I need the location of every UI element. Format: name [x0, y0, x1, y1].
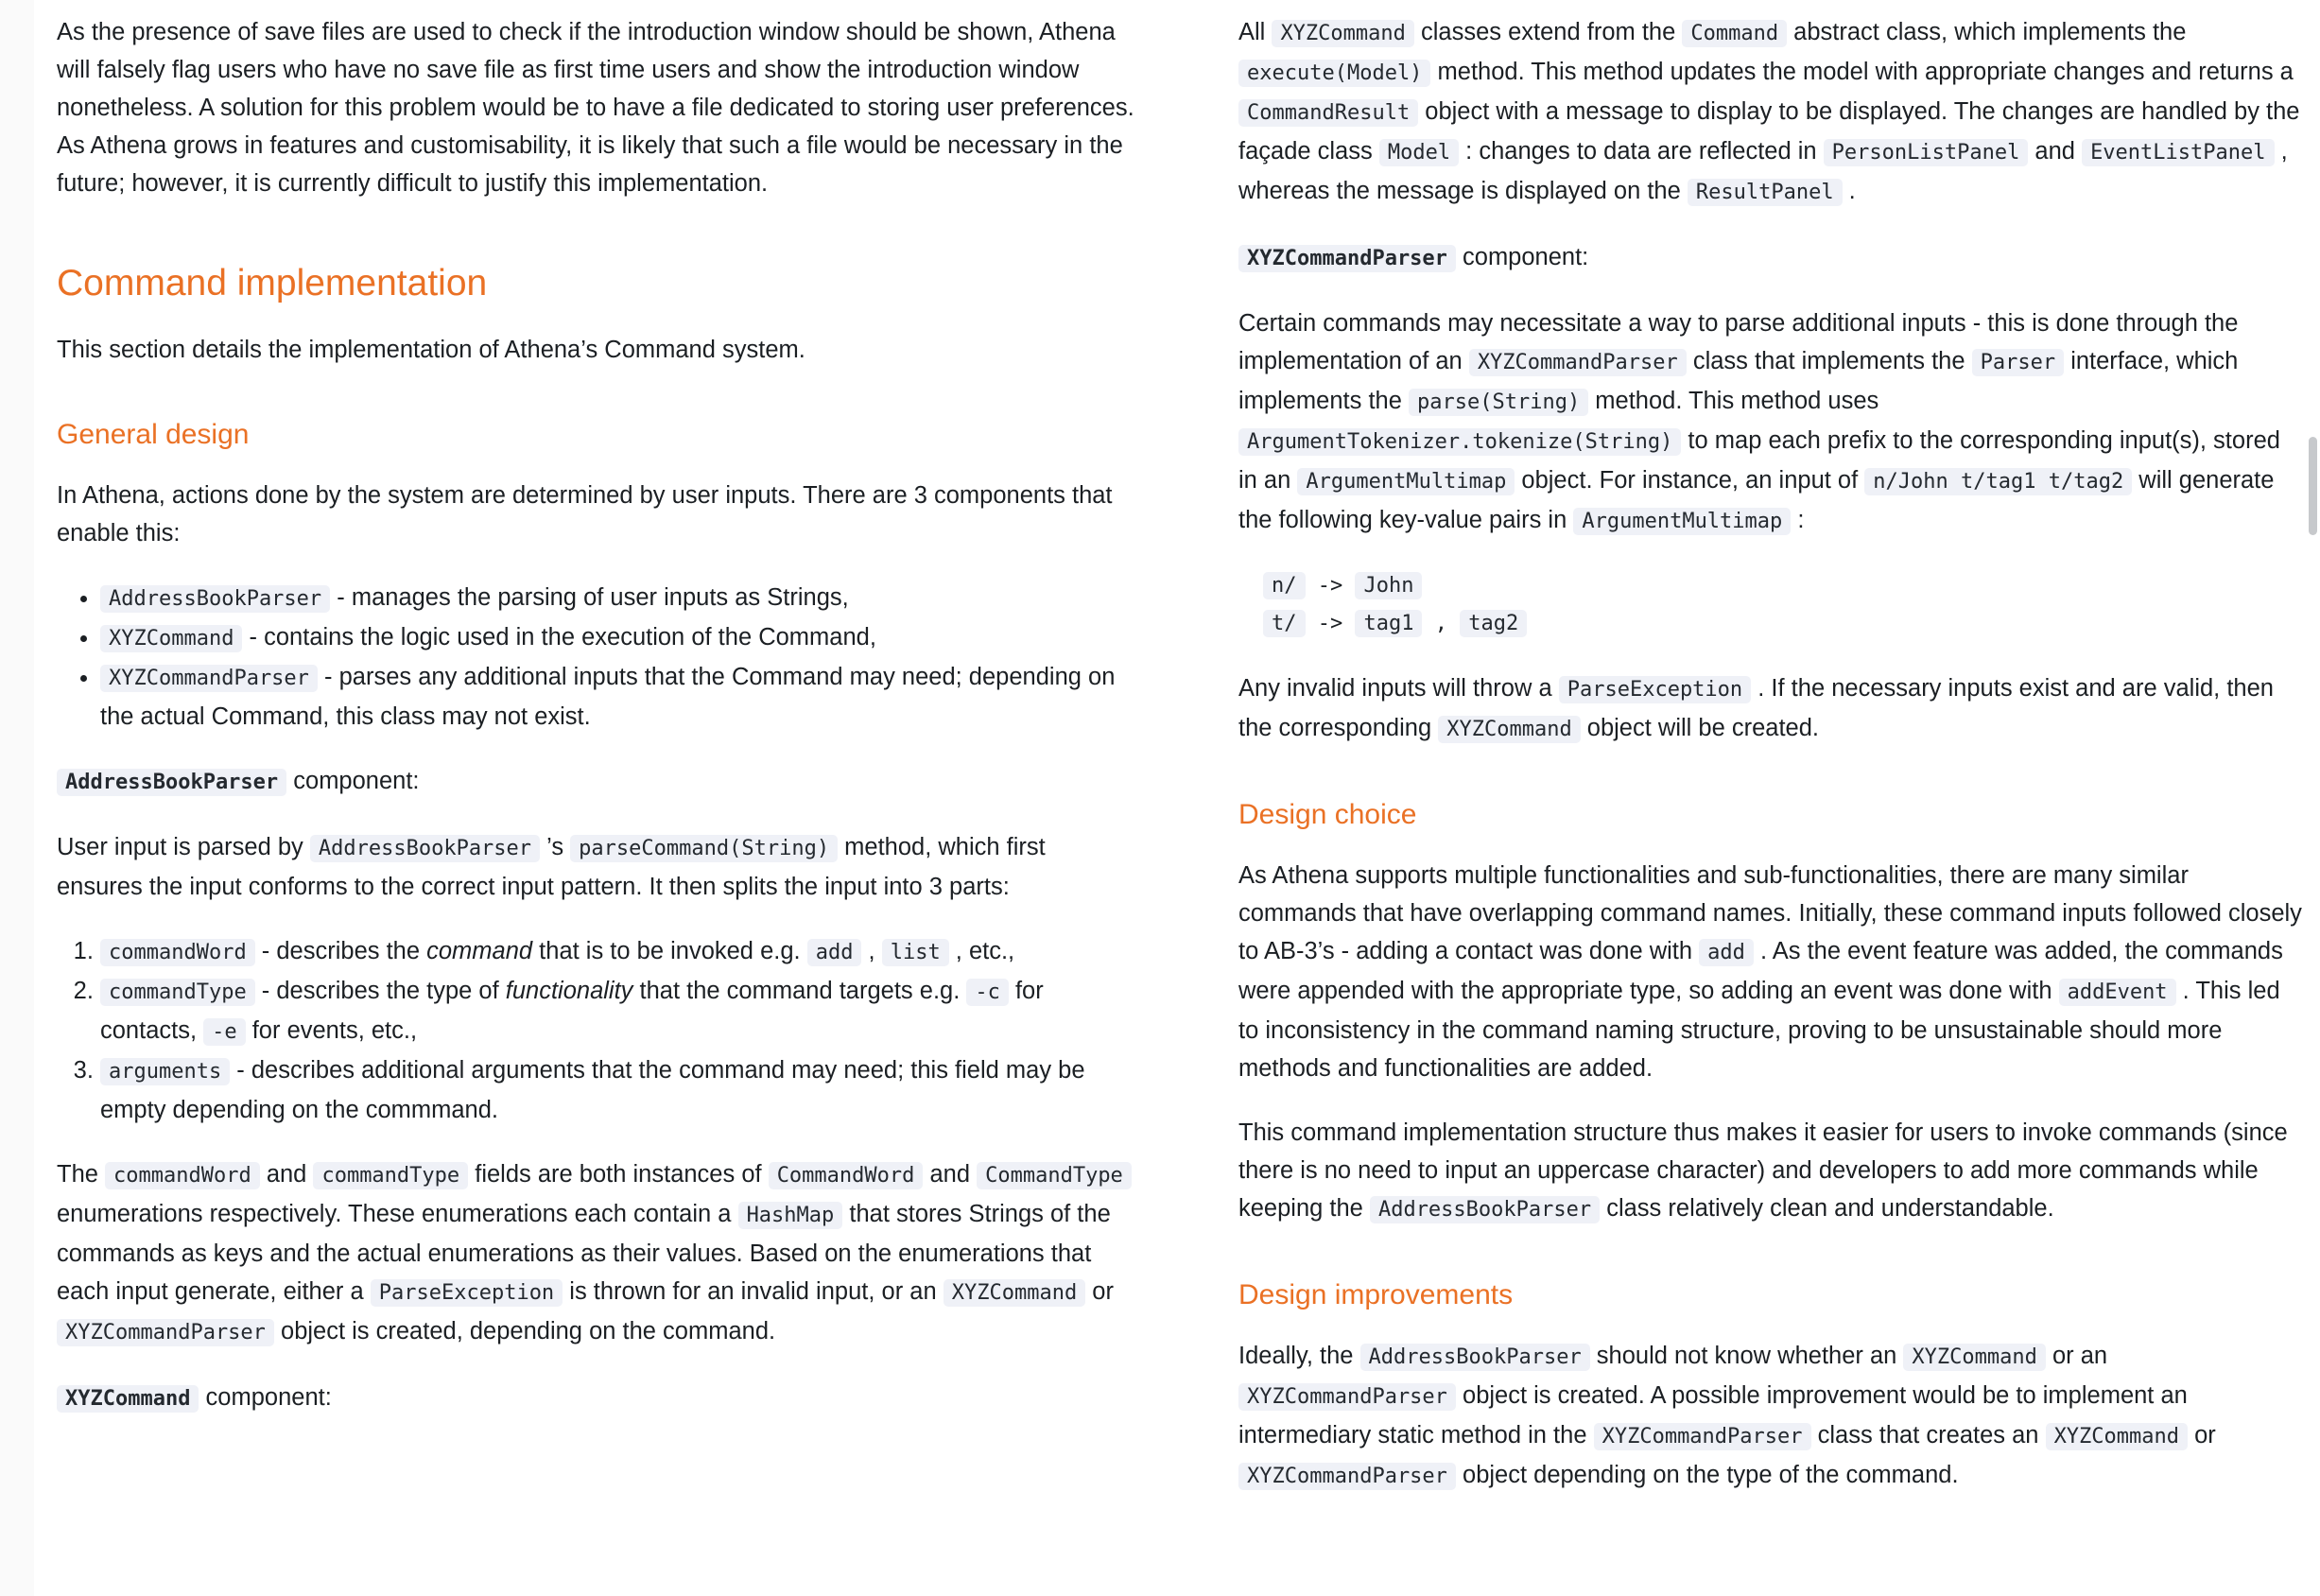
- heading-design-choice: Design choice: [1238, 799, 1417, 830]
- inline-code: t/: [1263, 610, 1306, 637]
- inline-code: CommandResult: [1238, 99, 1418, 127]
- text-run: User input is parsed by: [57, 834, 310, 860]
- scrollbar-thumb[interactable]: [2309, 437, 2317, 535]
- code-line: [1263, 567, 2302, 605]
- text-run: , etc.,: [948, 938, 1015, 964]
- text-run: method. This method updates the model with appropriate changes and returns a: [1430, 59, 2294, 85]
- text-run: All: [1238, 19, 1273, 45]
- paragraph: [1238, 857, 2302, 1087]
- text-run: . As the event feature was added, the commands were appended with the appropriate type, so adding an event was done with: [1238, 938, 2283, 1004]
- list-item: [100, 658, 1134, 736]
- inline-code: XYZCommandParser: [57, 1319, 274, 1346]
- inline-code: n/John t/tag1 t/tag2: [1864, 468, 2132, 495]
- inline-code: Model: [1379, 139, 1459, 166]
- inline-code: XYZCommandParser: [1238, 1383, 1456, 1411]
- text-run: - manages the parsing of user inputs as Strings,: [330, 584, 849, 611]
- code-line: [1263, 605, 2302, 643]
- inline-code: XYZCommandParser: [1594, 1423, 1811, 1450]
- inline-code: CommandType: [977, 1162, 1132, 1189]
- text-run: should not know whether an: [1589, 1343, 1904, 1369]
- inline-code: ArgumentTokenizer.tokenize(String): [1238, 428, 1681, 456]
- text-run: interface, which implements the: [1238, 348, 2239, 414]
- list-item: [100, 618, 1134, 658]
- text-run: method, which first ensures the input conforms to the correct input pattern. It then splits the input into 3 parts:: [57, 834, 1046, 900]
- text-run: for contacts,: [100, 978, 1044, 1044]
- text-run: Certain commands may necessitate a way to parse additional inputs - this is done through the implementation of an: [1238, 310, 2239, 374]
- text-run: and: [2028, 138, 2083, 165]
- text-run: .: [1842, 178, 1856, 204]
- text-run: As the presence of save files are used to check if the introduction window should be shown, Athena will falsely flag users who have no save file as first time users and show the introduction window nonetheless. A solution for this problem would be to have a file dedicated to storing user preferences. As Athena grows in features and customisability, it is likely that such a file would be necessary in the future; however, it is currently difficult to justify this implementation.: [57, 19, 1134, 197]
- text-run: ,: [1422, 612, 1461, 635]
- text-run: functionality: [505, 978, 633, 1004]
- inline-code: ParseException: [1559, 676, 1751, 703]
- inline-code: XYZCommandParser: [1238, 245, 1456, 272]
- inline-code: arguments: [100, 1058, 230, 1085]
- text-run: In Athena, actions done by the system are determined by user inputs. There are 3 components that enable this:: [57, 482, 1113, 546]
- text-run: component:: [199, 1384, 332, 1411]
- text-run: - describes additional arguments that the command may need; this field may be empty depending on the commmand.: [100, 1057, 1085, 1123]
- text-run: or: [2188, 1422, 2216, 1449]
- inline-code: add: [1699, 939, 1754, 966]
- text-run: classes extend from the: [1413, 19, 1683, 45]
- text-run: object. For instance, an input of: [1515, 467, 1865, 494]
- inline-code: HashMap: [738, 1202, 843, 1229]
- inline-code: XYZCommand: [1272, 20, 1413, 47]
- inline-code: XYZCommand: [944, 1279, 1085, 1307]
- paragraph: [1238, 1337, 2302, 1496]
- text-run: , whereas the message is displayed on the: [1238, 138, 2288, 204]
- text-run: ->: [1305, 574, 1356, 598]
- text-run: - describes the type of: [254, 978, 506, 1004]
- paragraph: [1238, 1114, 2302, 1229]
- numbered-list: [57, 932, 1134, 1129]
- inline-code: list: [882, 939, 949, 966]
- inline-code: AddressBookParser: [1360, 1344, 1590, 1371]
- inline-code: XYZCommand: [2046, 1423, 2188, 1450]
- bullet-list: [57, 579, 1134, 736]
- inline-code: commandType: [100, 979, 255, 1006]
- heading-design-improvements: Design improvements: [1238, 1279, 1514, 1310]
- inline-code: XYZCommand: [1903, 1344, 2045, 1371]
- text-run: component:: [1455, 244, 1589, 270]
- inline-code: add: [807, 939, 862, 966]
- text-run: command: [426, 938, 533, 964]
- text-run: fields are both instances of: [468, 1161, 769, 1188]
- doc-column-left: [57, 13, 1134, 1445]
- list-item: [100, 1051, 1134, 1129]
- paragraph: [57, 1155, 1134, 1352]
- text-run: that stores Strings of the commands as keys and the actual enumerations as their values. Based on the enumerations that each input generate, either a: [57, 1201, 1111, 1305]
- text-run: is thrown for an invalid input, or an: [563, 1278, 944, 1305]
- paragraph: [57, 13, 1134, 202]
- inline-code: XYZCommandParser: [100, 665, 318, 692]
- inline-code: XYZCommand: [57, 1385, 199, 1413]
- paragraph: [1238, 304, 2302, 541]
- inline-code: ParseException: [371, 1279, 563, 1307]
- text-run: object will be created.: [1580, 715, 1819, 741]
- text-run: class that creates an: [1810, 1422, 2046, 1449]
- inline-code: AddressBookParser: [310, 835, 540, 862]
- text-run: class that implements the: [1686, 348, 1972, 374]
- inline-code: CommandWord: [769, 1162, 924, 1189]
- text-run: to map each prefix to the corresponding input(s), stored in an: [1238, 427, 2280, 494]
- inline-code: addEvent: [2059, 979, 2176, 1006]
- left-gutter: [0, 0, 34, 1596]
- inline-code: AddressBookParser: [57, 769, 286, 796]
- inline-code: PersonListPanel: [1824, 139, 2029, 166]
- paragraph: [57, 331, 1134, 369]
- inline-code: AddressBookParser: [100, 585, 330, 613]
- text-run: Ideally, the: [1238, 1343, 1360, 1369]
- text-run: or an: [2045, 1343, 2108, 1369]
- inline-code: XYZCommand: [1438, 716, 1580, 743]
- list-item: [100, 972, 1134, 1051]
- text-run: class relatively clean and understandable.: [1600, 1195, 2054, 1222]
- paragraph: [1238, 13, 2302, 212]
- text-run: The: [57, 1161, 106, 1188]
- text-run: - describes the: [254, 938, 427, 964]
- text-run: ’s: [540, 834, 571, 860]
- text-run: - contains the logic used in the execution of the Command,: [242, 624, 876, 651]
- inline-code: Parser: [1972, 349, 2064, 376]
- inline-code: ResultPanel: [1688, 179, 1843, 206]
- inline-code: XYZCommandParser: [1469, 349, 1687, 376]
- text-run: that is to be invoked e.g.: [532, 938, 807, 964]
- text-run: As Athena supports multiple functionalities and sub-functionalities, there are many similar commands that have overlapping command names. Initially, these command inputs followed closely to AB-3’s - adding a contact was done with: [1238, 862, 2302, 964]
- paragraph: [1238, 238, 2302, 278]
- text-run: . If the necessary inputs exist and are valid, then the corresponding: [1238, 675, 2274, 741]
- text-run: : changes to data are reflected in: [1459, 138, 1824, 165]
- text-run: ->: [1305, 612, 1356, 635]
- list-item: [100, 932, 1134, 972]
- inline-code: -e: [203, 1018, 246, 1046]
- inline-code: ArgumentMultimap: [1573, 508, 1791, 535]
- text-run: object is created, depending on the command.: [273, 1318, 776, 1344]
- text-run: abstract class, which implements the: [1787, 19, 2187, 45]
- text-run: enumerations respectively. These enumerations each contain a: [57, 1201, 738, 1227]
- inline-code: Command: [1682, 20, 1787, 47]
- text-run: or: [1085, 1278, 1114, 1305]
- inline-code: commandWord: [100, 939, 255, 966]
- paragraph: [57, 828, 1134, 906]
- inline-code: tag1: [1355, 610, 1422, 637]
- text-run: object depending on the type of the command.: [1455, 1462, 1959, 1488]
- text-run: . This led to inconsistency in the command naming structure, proving to be unsustainable should more methods and functionalities are added.: [1238, 978, 2280, 1082]
- text-run: and: [923, 1161, 978, 1188]
- text-run: - parses any additional inputs that the Command may need; depending on the actual Command, this class may not exist.: [100, 664, 1116, 730]
- inline-code: John: [1355, 572, 1422, 599]
- inline-code: commandWord: [105, 1162, 260, 1189]
- inline-code: XYZCommandParser: [1238, 1463, 1456, 1490]
- paragraph: [1238, 669, 2302, 749]
- text-run: will generate the following key-value pairs in: [1238, 467, 2275, 533]
- inline-code: parse(String): [1409, 389, 1588, 416]
- text-run: ,: [861, 938, 882, 964]
- inline-code: AddressBookParser: [1370, 1196, 1600, 1223]
- text-run: object with a message to display to be displayed. The changes are handled by the façade class: [1238, 98, 2300, 165]
- inline-code: tag2: [1460, 610, 1527, 637]
- inline-code: EventListPanel: [2082, 139, 2274, 166]
- text-run: for events, etc.,: [245, 1017, 418, 1044]
- key-value-code-block: [1263, 567, 2302, 643]
- text-run: This command implementation structure thus makes it easier for users to invoke commands (since there is no need to input an uppercase character) and developers to add more commands while keeping the: [1238, 1119, 2288, 1222]
- text-run: method. This method uses: [1588, 388, 1879, 414]
- doc-column-right: [1238, 13, 2302, 1522]
- text-run: and: [259, 1161, 314, 1188]
- inline-code: -c: [966, 979, 1009, 1006]
- inline-code: commandType: [313, 1162, 468, 1189]
- inline-code: ArgumentMultimap: [1297, 468, 1515, 495]
- list-item: [100, 579, 1134, 618]
- inline-code: execute(Model): [1238, 60, 1430, 87]
- heading-general-design: General design: [57, 419, 250, 450]
- text-run: that the command targets e.g.: [632, 978, 967, 1004]
- text-run: Any invalid inputs will throw a: [1238, 675, 1559, 702]
- heading-command-implementation: Command implementation: [57, 263, 488, 304]
- inline-code: XYZCommand: [100, 625, 242, 652]
- text-run: object is created. A possible improvement would be to implement an intermediary static method in the: [1238, 1382, 2188, 1449]
- inline-code: n/: [1263, 572, 1306, 599]
- paragraph: [57, 762, 1134, 802]
- paragraph: [57, 1379, 1134, 1418]
- text-run: component:: [286, 768, 420, 794]
- inline-code: parseCommand(String): [570, 835, 838, 862]
- text-run: This section details the implementation of Athena’s Command system.: [57, 337, 805, 363]
- text-run: :: [1791, 507, 1805, 533]
- paragraph: [57, 477, 1134, 552]
